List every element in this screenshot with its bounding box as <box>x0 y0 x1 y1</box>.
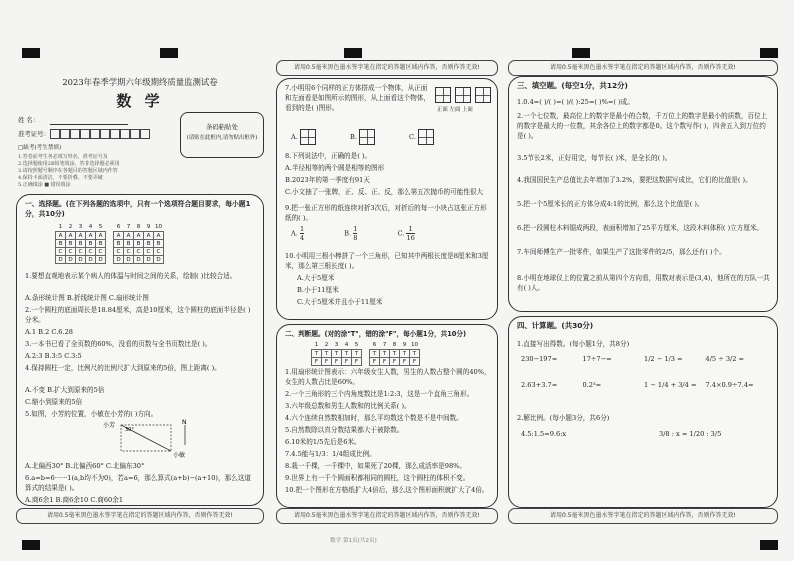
q5: 5.如图，小芳的位置，小敏在小芳的( )方向。 <box>25 410 158 418</box>
part1-box <box>16 194 264 506</box>
page-footer: 数学 第1页(共2页) <box>330 538 377 544</box>
seat-number-boxes[interactable] <box>50 129 150 139</box>
label-xiaofang: 小芳 <box>103 422 116 429</box>
q10: 10.小明用三根小棒拼了一个三角形，已知其中两根长度是8厘米和3厘米，那么第三根长度( )。 <box>285 252 489 270</box>
barcode-title: 条码粘贴处 <box>206 123 238 131</box>
calc-item: 1 − 1/4 + 3/4 = <box>644 381 697 389</box>
fill-q5: 5.把一个5厘米长的正方体分成4:1的比例，那么这个比值是( )。 <box>517 200 704 208</box>
part3-box <box>508 76 778 312</box>
name-field[interactable] <box>50 124 128 125</box>
calc-item: 7.4×0.9÷7.4= <box>705 381 754 389</box>
tf-q3: 3.六年级总数和男生人数和的比例关系( )。 <box>285 402 411 410</box>
q1: 1.要想直观地表示某个病人的体温与时间之间的关系，绘制( )比较合适。 <box>25 272 237 280</box>
part3-title: 三、填空题。(每空1分，共12分) <box>517 81 628 90</box>
tf-q2: 2.一个三角形的三个内角度数比是1:2:3，这是一个直角三角形。 <box>285 390 474 398</box>
q5-options: A.北偏西30° B.北偏西60° C.北偏东30° <box>25 462 145 470</box>
q1-options: A.条形统计图 B.折线统计图 C.扇形统计图 <box>25 294 149 302</box>
proportion-1: 4.5:1.5=9.6:x <box>521 430 567 438</box>
column-1 <box>16 58 264 526</box>
q10-option-a: A.大于5厘米 <box>297 274 335 282</box>
q3-options: A.2:3 B.3:5 C.3:5 <box>25 352 82 360</box>
fill-q2: 2.一个七位数，最高位上的数字是最小的合数，千万位上的数字是最小的质数，百位上的数字是最大的一位数，其余各位上的数字都是0。这个数写作( )，四舍五入到万位约是( )。 <box>517 112 768 140</box>
warning-bar: 请用0.5毫米黑色墨水签字笔在指定的答题区域内作答，否则作答无效! <box>16 508 264 524</box>
fill-q8: 8.小明在地球仪上的位置之前从第四个方向看，用数对表示是(3,4)，他所在的方队一共有( )人。 <box>517 274 770 292</box>
tf-q7: 7.4.5能与1/3：1/4组成比例。 <box>285 450 376 458</box>
q4: 4.保持圆柱一定，比例尺的比例尺扩大到原来的5倍，图上距离( )。 <box>25 364 221 372</box>
tf-q8: 8.栽一千棵，一千棵中，如果死了20棵，那么成活率是98%。 <box>285 462 466 470</box>
barcode-note: (请贴在此框内,请勿贴出框外) <box>186 134 258 141</box>
calc-item: 2.63+3.7= <box>521 381 558 389</box>
option-shape <box>300 129 316 145</box>
alignment-mark <box>344 48 362 58</box>
tf-q4: 4.六个连续自然数相加时，那么平均数这个数是不是中间数。 <box>285 414 463 422</box>
q3: 3.一本书已看了全页数的60%，没看的页数与全书页数比是( )。 <box>25 340 212 348</box>
q2-options: A.1 B.2 C.6.28 <box>25 328 73 336</box>
alignment-mark <box>760 48 778 58</box>
q7: 7.小明用6个同样的正方体搭成一个物体，从正面和左面看是如图所示的图形，从上面看这个物体，看到的是( )图形。 <box>285 84 431 112</box>
q4-option-c: C.缩小到原来的5倍 <box>25 398 83 406</box>
part1-continued-box <box>276 78 498 320</box>
q7-views <box>435 87 491 103</box>
option-shape <box>359 129 375 145</box>
calc-item: 1/2 − 1/3 = <box>644 355 683 363</box>
calc-item: 17÷7−= <box>582 355 612 363</box>
q6: 6.a=b=6······1(a,b均不为0)，若a=6，那么算式(a+b)−(a+10)，那么这道算式的结果是( )。 <box>25 474 251 492</box>
part2-box <box>276 324 498 508</box>
tf-q5: 5.自然数除以真分数结果都大于被除数。 <box>285 426 404 434</box>
fill-q6: 6.把一段圆柱木料锯成两段，表面积增加了25平方厘米，这段木料体积( )立方厘米。 <box>517 224 764 232</box>
column-2 <box>276 58 498 526</box>
view-labels: 正面 左面 上面 <box>437 107 473 113</box>
calc-item: 230−197= <box>521 355 558 363</box>
absent-label[interactable]: □缺考(考生禁填) <box>18 145 62 151</box>
barcode-box <box>180 112 264 158</box>
fill-q4: 4.我国国民生产总值比去年增加了3.2%，要把这数据写成比，它们的比值是( )。 <box>517 176 752 184</box>
tf-q9: 9.世界上有一千个圆面积都相同的圆柱，这个圆柱的体积不变。 <box>285 474 470 482</box>
tf-q1: 1.用扇形统计图表示：六年级女生人数，男生的人数占整个圆的40%，女生的人数占比是60%。 <box>285 368 491 386</box>
alignment-mark <box>22 48 40 58</box>
q2: 2.一个圆柱的底面周长是18.84厘米，高是10厘米，这个圆柱的底面半径是( )分米。 <box>25 306 251 324</box>
option-shape <box>418 129 434 145</box>
q10-option-b: B.小于11厘米 <box>297 286 339 294</box>
calc-items <box>521 355 767 389</box>
q9-options: A. $\frac{1}{4}$ B. $\frac{1}{8}$ C. $\frac{1}{16}$ <box>291 225 415 242</box>
part4-title: 四、计算题。(共30分) <box>517 321 594 330</box>
seat-label: 准考证号： <box>18 130 50 138</box>
q8-option-b: B.2023年的第一季度有91天 <box>285 176 370 184</box>
q8-option-c: C.小文抽了一张牌，正、反、正、反，那么第五次抛币的可能性很大 <box>285 188 484 196</box>
q8: 8.下列说法中，正确的是( )。 <box>285 152 372 160</box>
proportion-2: 3/8 : x = 1/20 : 3/5 <box>659 430 722 438</box>
label-angle: 30° <box>125 427 134 433</box>
q6-options: A.商6余1 B.商6余10 C.商60余1 <box>25 496 124 504</box>
fill-q3: 3.5节长2米，正好用完，每节长( )米，是全长的( )。 <box>517 154 672 162</box>
direction-diagram <box>101 419 191 459</box>
label-xiaomin: 小敏 <box>173 452 186 459</box>
part2-answer-grid[interactable]: 1 2 3 4 5 6 7 8 9 10 T T T T T T T T T T F F F F F F F F F F <box>311 341 420 366</box>
q4-option-ab: A.不变 B.扩大到原来的5倍 <box>25 386 105 394</box>
alignment-mark <box>160 48 178 58</box>
fill-q1: 1.0.4=( )/( )=( )/( ):25=( )%=( )成。 <box>517 98 634 106</box>
q9: 9.把一张正方形的纸连续对折3次后，对折后的每一小块占这张正方形纸的( )。 <box>285 204 487 222</box>
subject-title: 数 学 <box>116 92 164 110</box>
fill-q7: 7.车间师傅生产一批零件，如果生产了这批零件的2/5，那么还有( )个。 <box>517 248 726 256</box>
part2-title: 二、判断题。(对的涂"T"，错的涂"F"，每小题1分，共10分) <box>285 330 467 338</box>
calc-item: 0.2³= <box>582 381 602 389</box>
exam-title: 2023年春季学期六年级期终质量监测试卷 <box>62 77 218 87</box>
warning-bar: 请用0.5毫米黑色墨水签字笔在指定的答题区域内作答，否则作答无效! <box>508 508 778 524</box>
column-3 <box>508 58 778 526</box>
alignment-mark <box>760 540 778 550</box>
warning-bar: 请用0.5毫米黑色墨水签字笔在指定的答题区域内作答，否则作答无效! <box>508 60 778 76</box>
front-view <box>435 87 451 103</box>
alignment-mark <box>22 540 40 550</box>
tf-q10: 10.把一个图形在方格纸扩大4倍后，那么这个图形面积就扩大了4倍。 <box>285 486 489 494</box>
tf-q6: 6.10米的1/5先后是6米。 <box>285 438 361 446</box>
calc-item: 4/5 ÷ 3/2 = <box>705 355 745 363</box>
part1-answer-grid[interactable]: 1 2 3 4 5 6 7 8 9 10 A A A A A A A A A A B B B B B B B B B B C C C C C C C C C C D D D D D D D D D D <box>55 223 164 264</box>
left-view <box>455 87 471 103</box>
calc-sub2: 2.解比例。(每小题3分，共6分) <box>517 414 610 422</box>
q7-options: A. B. C. <box>291 129 434 145</box>
warning-bar: 请用0.5毫米黑色墨水签字笔在指定的答题区域内作答，否则作答无效! <box>276 60 498 76</box>
label-north: N <box>182 419 187 426</box>
warning-bar: 请用0.5毫米黑色墨水签字笔在指定的答题区域内作答，否则作答无效! <box>276 508 498 524</box>
notices: 1.答卷前考生务必填写姓名、准考证号及 2.选择题使用2B铅笔填涂，答非选择题必须用 3.请按照题号顺序在各题目的答题区域内作答 4.保持卡面清洁，不要折叠、不要弄破 5.正确填涂 ■ 错误填涂 <box>18 154 120 188</box>
part1-title: 一、选择题。(在下列各题的选项中，只有一个选项符合题目要求，每小题1分，共10分) <box>25 200 251 218</box>
top-view <box>475 87 491 103</box>
q8-option-a: A.半径相等的两个圆是相等的图形 <box>285 164 385 172</box>
alignment-mark <box>572 48 590 58</box>
calc-sub1: 1.直接写出得数。(每小题1分，共8分) <box>517 340 630 348</box>
q10-option-c: C.大于5厘米并且小于11厘米 <box>297 298 383 306</box>
part4-box <box>508 316 778 508</box>
name-label: 姓 名： <box>18 116 40 124</box>
